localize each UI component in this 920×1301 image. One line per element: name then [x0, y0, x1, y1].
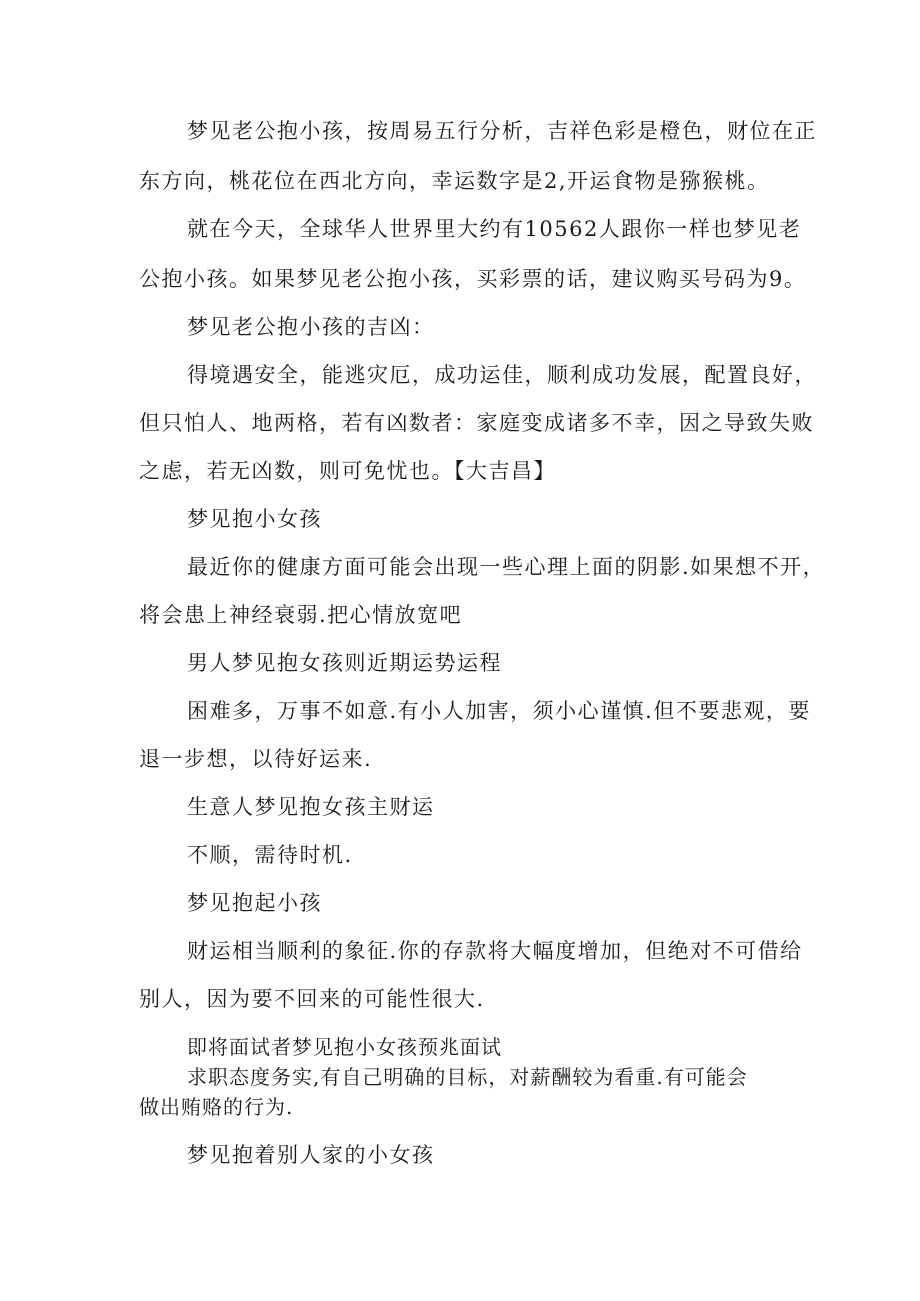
paragraph-line: 别人，因为要不回来的可能性很大. [139, 987, 485, 1011]
paragraph-line: 最近你的健康方面可能会出现一些心理上面的阴影.如果想不开， [187, 555, 826, 579]
paragraph-line: 困难多，万事不如意.有小人加害，须小心谨慎.但不要悲观，要 [187, 699, 811, 723]
section-heading: 梦见抱着别人家的小女孩 [187, 1143, 435, 1167]
section-heading: 梦见抱小女孩 [187, 507, 322, 531]
section-heading: 生意人梦见抱女孩主财运 [187, 795, 435, 819]
paragraph-line: 就在今天，全球华人世界里大约有10562人跟你一样也梦见老 [187, 217, 802, 241]
paragraph-line: 公抱小孩。如果梦见老公抱小孩，买彩票的话，建议购买号码为9。 [139, 267, 807, 291]
paragraph-line: 东方向，桃花位在西北方向，幸运数字是2,开运食物是猕猴桃。 [139, 169, 770, 193]
paragraph-line: 财运相当顺利的象征.你的存款将大幅度增加，但绝对不可借给 [187, 939, 803, 963]
paragraph-line: 不顺，需待时机. [187, 843, 353, 867]
section-heading: 即将面试者梦见抱小女孩预兆面试 [187, 1035, 502, 1059]
paragraph-line: 退一步想，以待好运来. [139, 747, 373, 771]
paragraph-line: 之虑，若无凶数，则可免忧也。【大吉昌】 [139, 459, 556, 483]
paragraph-line: 得境遇安全，能逃灾厄，成功运佳，顺利成功发展，配置良好， [187, 363, 817, 387]
section-heading: 梦见老公抱小孩的吉凶： [187, 315, 435, 339]
section-heading: 男人梦见抱女孩则近期运势运程 [187, 651, 502, 675]
paragraph-line: 将会患上神经衰弱.把心情放宽吧 [139, 603, 463, 627]
paragraph-line: 做出贿赂的行为. [139, 1095, 294, 1119]
paragraph-line: 但只怕人、地两格，若有凶数者：家庭变成诸多不幸，因之导致失败 [139, 411, 814, 435]
paragraph-line: 梦见老公抱小孩，按周易五行分析，吉祥色彩是橙色，财位在正 [187, 119, 817, 143]
paragraph-line: 求职态度务实,有自己明确的目标，对薪酬较为看重.有可能会 [187, 1065, 748, 1089]
section-heading: 梦见抱起小孩 [187, 891, 322, 915]
